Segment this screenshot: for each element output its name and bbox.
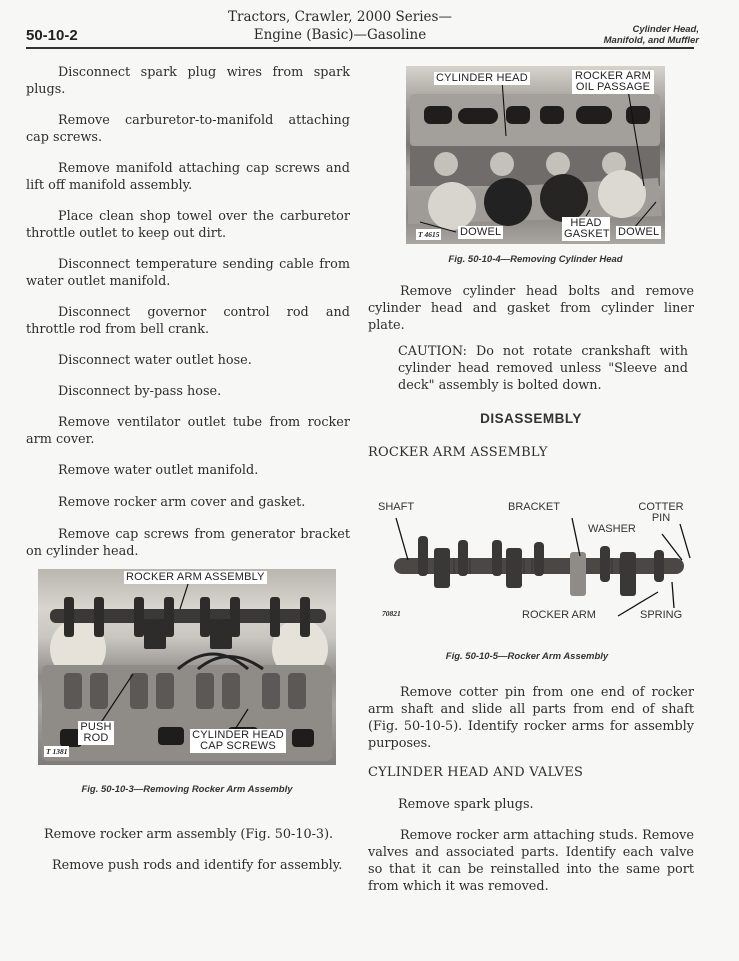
figure-cylinder-head-removal-photo	[406, 66, 665, 244]
step-paragraph: Disconnect water outlet hose.	[58, 353, 252, 368]
label-rocker-arm-assembly: ROCKER ARM ASSEMBLY	[126, 571, 265, 583]
label-head-gasket: HEAD GASKET	[564, 217, 610, 240]
section-title	[604, 24, 699, 46]
label-cylinder-head: CYLINDER HEAD	[436, 72, 528, 84]
step-paragraph: Disconnect temperature sending cable from water outlet manifold.	[26, 257, 350, 289]
label-rocker-arm: ROCKER ARM	[522, 609, 596, 621]
label-dowel-left: DOWEL	[460, 226, 502, 238]
step-paragraph: Remove ventilator outlet tube from rocker arm cover.	[26, 415, 350, 447]
figure-caption: Fig. 50-10-5—Rocker Arm Assembly	[445, 651, 609, 662]
label-shaft: SHAFT	[378, 501, 415, 513]
document-title	[225, 8, 455, 44]
step-paragraph: Remove spark plugs.	[398, 797, 534, 812]
drawing-tag: 70821	[382, 609, 401, 618]
title-line-2: Engine (Basic)—Gasoline	[253, 27, 427, 43]
step-paragraph: Place clean shop towel over the carburetor throttle outlet to keep out dirt.	[26, 209, 350, 241]
label-push-rod: PUSH ROD	[78, 721, 114, 745]
section-line-1: Cylinder Head,	[632, 24, 699, 35]
step-paragraph: Disconnect spark plug wires from spark plugs.	[26, 65, 350, 97]
label-bracket: BRACKET	[508, 501, 560, 513]
title-line-1: Tractors, Crawler, 2000 Series—	[228, 9, 452, 25]
figure-caption: Fig. 50-10-3—Removing Rocker Arm Assembly	[81, 784, 293, 795]
section-heading: DISASSEMBLY	[480, 411, 582, 426]
photo-tag: T 1381	[46, 747, 68, 756]
label-rocker-arm-oil-passage: ROCKER ARM OIL PASSAGE	[572, 70, 654, 94]
subheading-rocker-arm-assembly: ROCKER ARM ASSEMBLY	[368, 445, 548, 460]
label-spring: SPRING	[640, 609, 683, 621]
step-paragraph: Remove carburetor-to-manifold attaching cap screws.	[26, 113, 350, 145]
step-paragraph: Remove manifold attaching cap screws and lift off manifold assembly.	[26, 161, 350, 193]
step-paragraph: Remove rocker arm assembly (Fig. 50-10-3).	[44, 827, 334, 842]
step-paragraph: Remove cylinder head bolts and remove cylinder head and gasket from cylinder liner plate.	[368, 284, 694, 333]
photo-tag: T 4615	[418, 230, 440, 239]
section-line-2: Manifold, and Muffler	[603, 35, 699, 46]
step-paragraph: Disconnect governor control rod and throttle rod from bell crank.	[26, 305, 350, 337]
label-washer: WASHER	[588, 523, 636, 535]
step-paragraph: Remove cap screws from generator bracket on cylinder head.	[26, 527, 350, 559]
step-paragraph: Disconnect by-pass hose.	[58, 384, 222, 399]
label-cylinder-head-cap-screws: CYLINDER HEAD CAP SCREWS	[190, 729, 286, 753]
figure-rocker-arm-assembly-drawing	[374, 496, 696, 628]
label-cotter-pin: COTTER PIN	[638, 501, 684, 524]
header-rule	[26, 47, 694, 49]
step-paragraph: Remove rocker arm cover and gasket.	[58, 495, 306, 510]
step-paragraph: Remove water outlet manifold.	[58, 463, 259, 478]
subheading-cylinder-head-and-valves: CYLINDER HEAD AND VALVES	[368, 765, 584, 780]
step-paragraph: Remove rocker arm attaching studs. Remove valves and associated parts. Identify each valve so that it can be reinstalled into the same port from which it was removed.	[368, 828, 694, 894]
step-paragraph: Remove push rods and identify for assembly.	[52, 858, 343, 873]
caution-note: CAUTION: Do not rotate crankshaft with cylinder head removed unless "Sleeve and deck" assembly is bolted down.	[398, 344, 688, 393]
page-number: 50-10-2	[26, 27, 78, 44]
figure-rocker-arm-removal-photo	[38, 569, 336, 765]
figure-caption: Fig. 50-10-4—Removing Cylinder Head	[448, 254, 623, 265]
step-paragraph: Remove cotter pin from one end of rocker arm shaft and slide all parts from end of shaft (Fig. 50-10-5). Identify rocker arms for assembly purposes.	[368, 685, 694, 751]
label-dowel-right: DOWEL	[618, 226, 660, 238]
